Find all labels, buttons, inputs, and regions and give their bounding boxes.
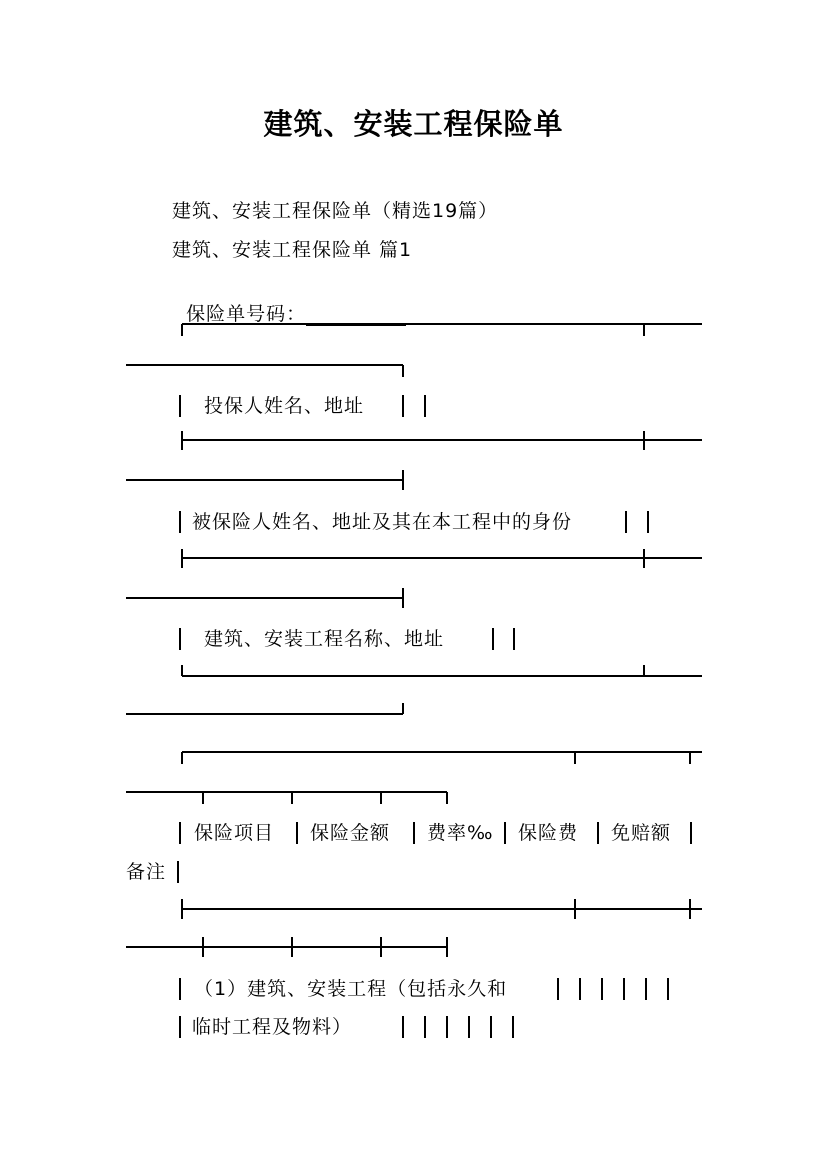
cell-divider (179, 511, 181, 533)
header-remarks: 备注 (126, 861, 167, 883)
cell-divider (490, 1016, 492, 1038)
header-sum-insured: 保险金额 (310, 822, 391, 844)
cell-divider (690, 822, 692, 844)
header-rate: 费率‰ (427, 822, 494, 844)
policy-number-label: 保险单号码： (186, 303, 307, 325)
cell-divider (504, 822, 506, 844)
cell-divider (468, 1016, 470, 1038)
cell-divider (623, 978, 625, 1000)
item1-line2: 临时工程及物料） (192, 1016, 353, 1038)
cell-divider (597, 822, 599, 844)
cell-divider (512, 1016, 514, 1038)
cell-divider (625, 511, 627, 533)
cell-divider (667, 978, 669, 1000)
item1-line1: （1）建筑、安装工程（包括永久和 (194, 978, 508, 1000)
cell-divider (179, 1016, 181, 1038)
table1-separator-1 (126, 431, 702, 490)
page-title: 建筑、安装工程保险单 (263, 107, 564, 141)
table2-separator (126, 899, 702, 957)
cell-divider (647, 511, 649, 533)
cell-divider (601, 978, 603, 1000)
cell-divider (579, 978, 581, 1000)
cell-divider (179, 395, 181, 417)
header-premium: 保险费 (518, 822, 579, 844)
cell-divider (557, 978, 559, 1000)
cell-divider (424, 1016, 426, 1038)
section-heading: 建筑、安装工程保险单 篇1 (172, 239, 413, 261)
subtitle: 建筑、安装工程保险单（精选19篇） (172, 200, 499, 222)
cell-divider (177, 861, 179, 883)
cell-divider (492, 628, 494, 650)
cell-divider (179, 822, 181, 844)
cell-divider (179, 978, 181, 1000)
cell-divider (424, 395, 426, 417)
table1-separator-2 (126, 549, 702, 608)
table2-top-border (126, 752, 702, 804)
cell-divider (402, 1016, 404, 1038)
table1-top-border (126, 324, 702, 377)
cell-divider (446, 1016, 448, 1038)
header-deductible: 免赔额 (611, 822, 672, 844)
cell-divider (402, 395, 404, 417)
cell-divider (179, 628, 181, 650)
table1-row-project: 建筑、安装工程名称、地址 (204, 628, 445, 650)
cell-divider (513, 628, 515, 650)
cell-divider (413, 822, 415, 844)
cell-divider (296, 822, 298, 844)
table1-row-insured: 被保险人姓名、地址及其在本工程中的身份 (192, 511, 573, 533)
table1-row-applicant: 投保人姓名、地址 (204, 395, 365, 417)
cell-divider (645, 978, 647, 1000)
header-insured-item: 保险项目 (194, 822, 275, 844)
table1-bottom-border (126, 665, 702, 714)
